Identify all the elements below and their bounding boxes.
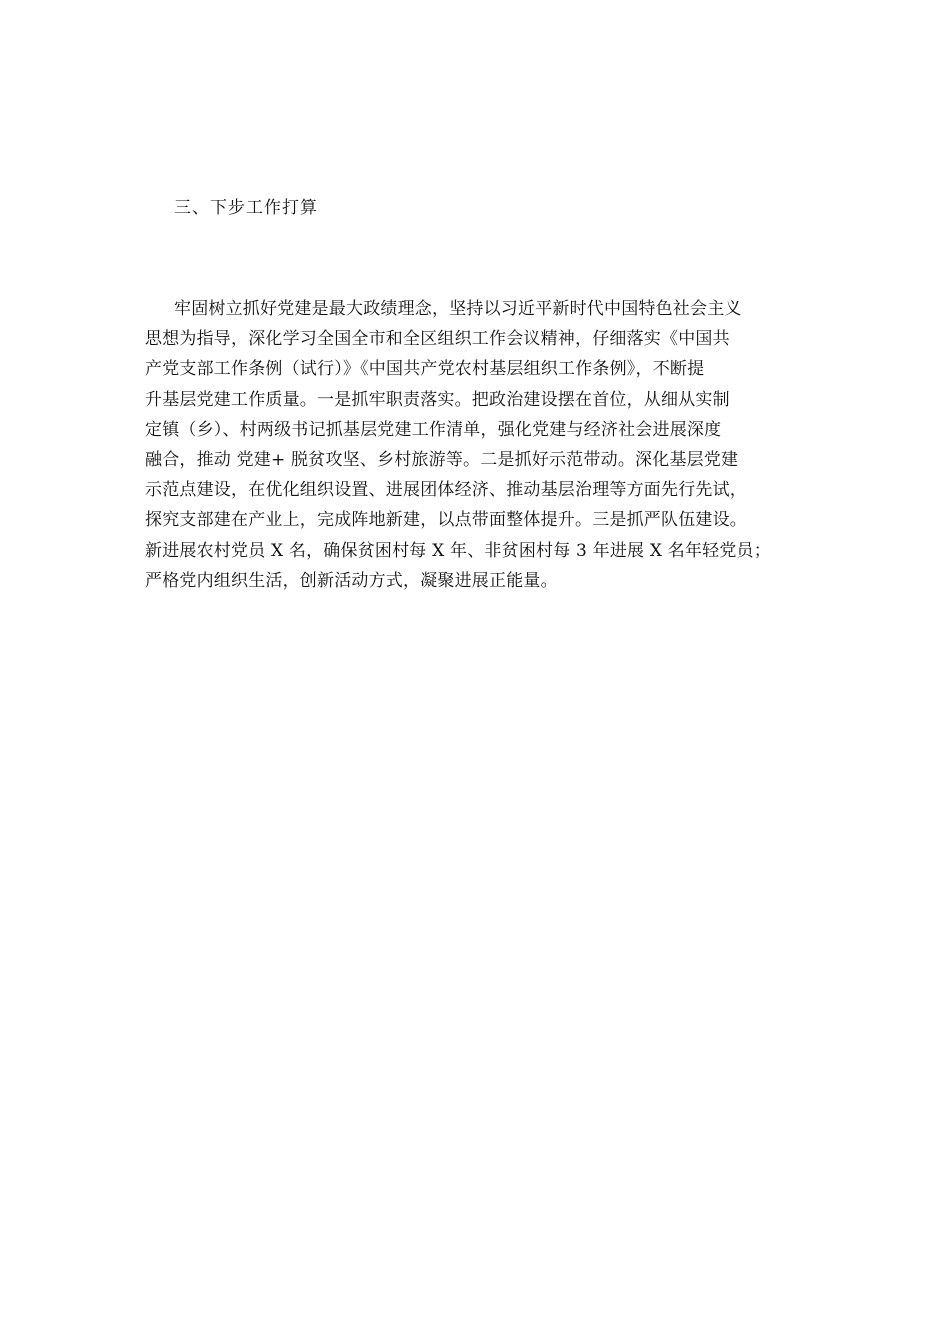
section-heading: 三、下步工作打算: [174, 198, 318, 218]
paragraph-line-9: 新进展农村党员 X 名，确保贫困村每 X 年、非贫困村每 3 年进展 X 名年轻党员；: [145, 540, 771, 561]
paragraph-line-5: 定镇（乡）、村两级书记抓基层党建工作清单，强化党建与经济社会进展深度: [145, 419, 722, 440]
paragraph-line-2: 思想为指导，深化学习全国全市和全区组织工作会议精神，仔细落实《中国共: [145, 329, 730, 350]
paragraph-line-10: 严格党内组织生活，创新活动方式，凝聚进展正能量。: [145, 570, 558, 591]
paragraph-line-7: 示范点建设，在优化组织设置、进展团体经济、推动基层治理等方面先行先试，: [145, 480, 747, 501]
paragraph-line-1: 牢固树立抓好党建是最大政绩理念，坚持以习近平新时代中国特色社会主义: [174, 299, 742, 319]
paragraph-line-4: 升基层党建工作质量。一是抓牢职责落实。把政治建设摆在首位，从细从实制: [145, 389, 730, 410]
paragraph-line-8: 探究支部建在产业上，完成阵地新建，以点带面整体提升。三是抓严队伍建设。: [145, 510, 747, 531]
paragraph-line-3: 产党支部工作条例（试行）》《中国共产党农村基层组织工作条例》，不断提: [145, 359, 705, 380]
paragraph-line-6: 融合，推动 党建+ 脱贫攻坚、乡村旅游等。二是抓好示范带动。深化基层党建: [145, 450, 739, 471]
body-paragraph: [145, 294, 825, 596]
